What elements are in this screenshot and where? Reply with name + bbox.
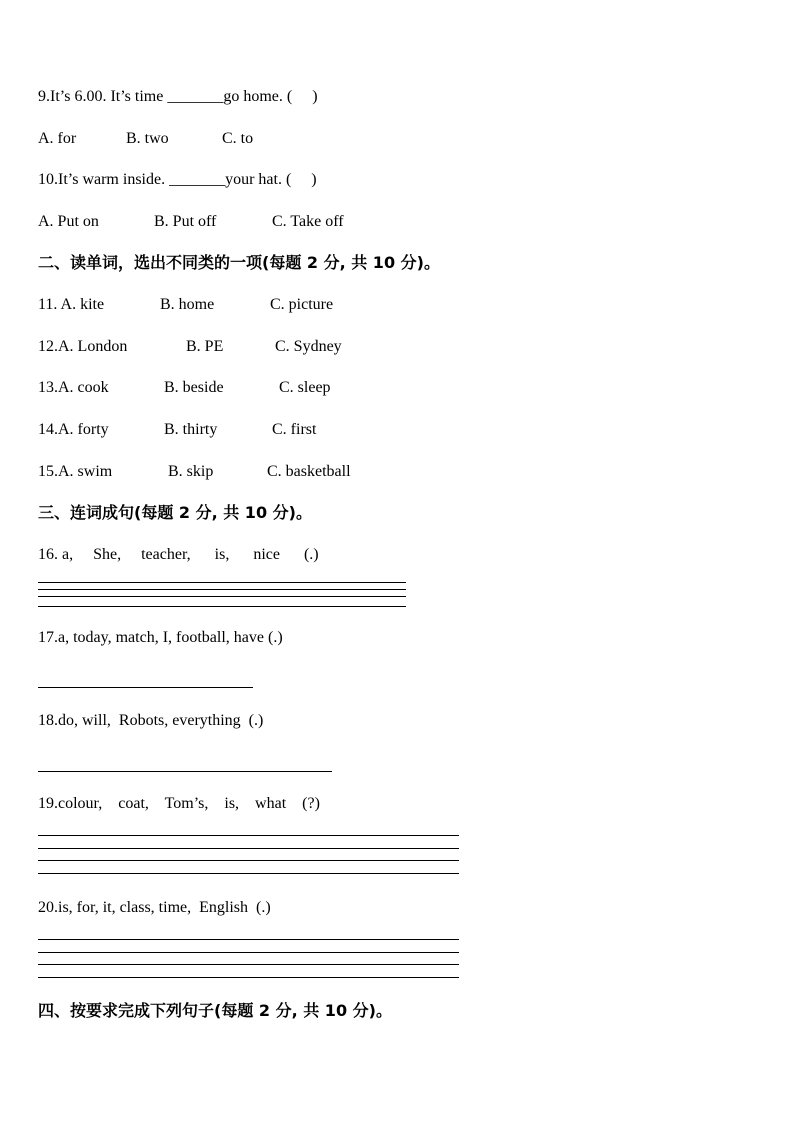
- q13-option-b: B. beside: [164, 379, 224, 396]
- answer-line: [38, 860, 459, 861]
- answer-line: [38, 952, 459, 953]
- q10-option-a: A. Put on: [38, 213, 99, 230]
- answer-line: [38, 606, 406, 607]
- question-10: 10.It’s warm inside. _______your hat. ( ): [38, 171, 317, 188]
- answer-line: [38, 835, 459, 836]
- question-20: 20.is, for, it, class, time, English (.): [38, 899, 271, 916]
- q13-option-a: 13.A. cook: [38, 379, 109, 396]
- q11-option-b: B. home: [160, 296, 215, 313]
- q14-option-b: B. thirty: [164, 421, 218, 438]
- answer-line: [38, 596, 406, 597]
- q10-option-b: B. Put off: [154, 213, 217, 230]
- question-19: 19.colour, coat, Tom’s, is, what (?): [38, 795, 320, 812]
- question-17: 17.a, today, match, I, football, have (.): [38, 629, 283, 646]
- question-18: 18.do, will, Robots, everything (.): [38, 712, 264, 729]
- answer-line: [38, 873, 459, 874]
- section-2-heading: 二、读单词，选出不同类的一项(每题 2 分, 共 10 分)。: [38, 253, 440, 272]
- q12-option-c: C. Sydney: [275, 338, 342, 355]
- q10-option-c: C. Take off: [272, 213, 344, 230]
- answer-line: [38, 589, 406, 590]
- q13-option-c: C. sleep: [279, 379, 331, 396]
- q15-option-a: 15.A. swim: [38, 463, 113, 480]
- q14-option-c: C. first: [272, 421, 317, 438]
- section-4-heading: 四、按要求完成下列句子(每题 2 分, 共 10 分)。: [38, 1001, 392, 1020]
- q11-option-c: C. picture: [270, 296, 334, 313]
- section-3-heading: 三、连词成句(每题 2 分, 共 10 分)。: [38, 503, 312, 522]
- answer-line: [38, 582, 406, 583]
- q15-option-b: B. skip: [168, 463, 214, 480]
- q9-option-c: C. to: [222, 130, 254, 147]
- q11-option-a: 11. A. kite: [38, 296, 105, 313]
- q15-option-c: C. basketball: [267, 463, 351, 480]
- q14-option-a: 14.A. forty: [38, 421, 109, 438]
- answer-line: [38, 977, 459, 978]
- answer-line: [38, 687, 253, 688]
- answer-line: [38, 964, 459, 965]
- q9-option-a: A. for: [38, 130, 77, 147]
- q12-option-b: B. PE: [186, 338, 224, 355]
- q12-option-a: 12.A. London: [38, 338, 128, 355]
- answer-line: [38, 939, 459, 940]
- question-9: 9.It’s 6.00. It’s time _______go home. ( ): [38, 88, 318, 105]
- question-16: 16. a, She, teacher, is, nice (.): [38, 546, 319, 563]
- q9-option-b: B. two: [126, 130, 169, 147]
- answer-line: [38, 771, 332, 772]
- answer-line: [38, 848, 459, 849]
